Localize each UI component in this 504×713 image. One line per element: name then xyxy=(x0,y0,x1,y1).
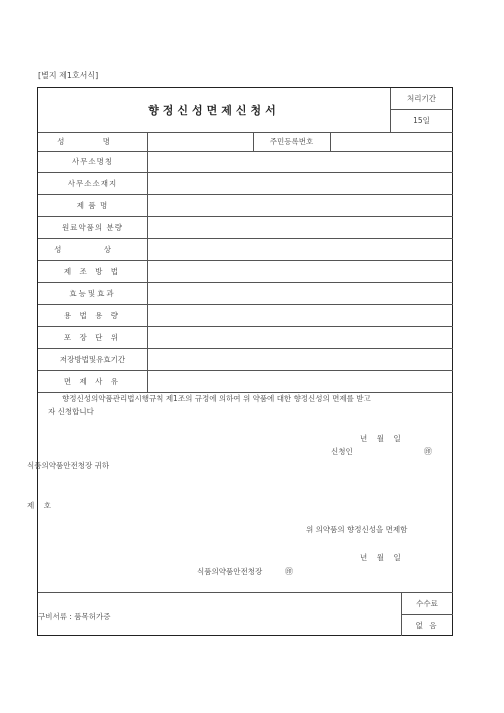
resident-number-label: 주민등록번호 xyxy=(269,137,314,146)
statement-line-1: 향정신성의약품관리법시행규칙 제1조의 규정에 의하여 위 약품에 대한 향정신성의 면제를 받고 xyxy=(62,394,371,403)
approval-text: 위 의약품의 향정신성을 면제함 xyxy=(306,525,408,534)
exemption-reason-field[interactable] xyxy=(148,371,452,391)
name-label: 성 명 xyxy=(57,137,128,146)
processing-period-label: 처리기간 xyxy=(407,94,436,103)
storage-label: 저장방법및유효기간 xyxy=(59,354,126,364)
application-form xyxy=(27,87,453,636)
packaging-unit-label: 포 장 단 위 xyxy=(63,332,122,342)
product-name-label: 제 품 명 xyxy=(76,200,109,210)
applicant-sign-label: 신청인 xyxy=(331,447,353,456)
ingredient-amount-field[interactable] xyxy=(148,217,452,237)
fee-value: 없 음 xyxy=(415,620,439,630)
issuer-label: 식품의약품안전청장 xyxy=(197,567,263,576)
form-title: 향정신성면제신청서 xyxy=(148,104,280,117)
product-name-field[interactable] xyxy=(148,195,452,215)
storage-field[interactable] xyxy=(148,349,452,369)
registration-number-label: 제 호 xyxy=(27,501,52,510)
efficacy-field[interactable] xyxy=(148,283,452,303)
applicant-seal: ㊞ xyxy=(424,447,432,456)
addressee: 식품의약품안전청장 귀하 xyxy=(27,461,110,470)
fee-label: 수수료 xyxy=(416,598,438,608)
office-address-label: 사무소소재지 xyxy=(67,178,118,188)
manufacturing-method-label: 제 조 방 법 xyxy=(63,266,122,276)
exemption-reason-label: 면 제 사 유 xyxy=(63,376,122,386)
dosage-label: 용 법 용 량 xyxy=(63,310,122,320)
application-date: 년 월 일 xyxy=(360,434,401,443)
appearance-label: 성 상 xyxy=(54,244,131,254)
approval-date: 년 월 일 xyxy=(360,553,401,562)
ingredient-amount-label: 원료약품의 분량 xyxy=(61,222,124,232)
office-name-field[interactable] xyxy=(148,152,452,171)
office-name-label: 사무소명칭 xyxy=(71,157,114,166)
statement-line-2: 자 신청합니다 xyxy=(48,407,94,416)
dosage-field[interactable] xyxy=(148,305,452,325)
packaging-unit-field[interactable] xyxy=(148,327,452,347)
name-field[interactable] xyxy=(148,133,252,150)
manufacturing-method-field[interactable] xyxy=(148,261,452,281)
resident-number-field[interactable] xyxy=(331,133,452,150)
required-documents: 구비서류 : 품목허가증 xyxy=(38,612,111,621)
issuer-seal: ㊞ xyxy=(285,567,293,576)
form-number-label: [별지 제1호서식] xyxy=(38,71,99,80)
processing-period-value: 15일 xyxy=(413,116,430,125)
office-address-field[interactable] xyxy=(148,173,452,193)
appearance-field[interactable] xyxy=(148,239,452,259)
efficacy-label: 효능및효과 xyxy=(69,288,116,298)
